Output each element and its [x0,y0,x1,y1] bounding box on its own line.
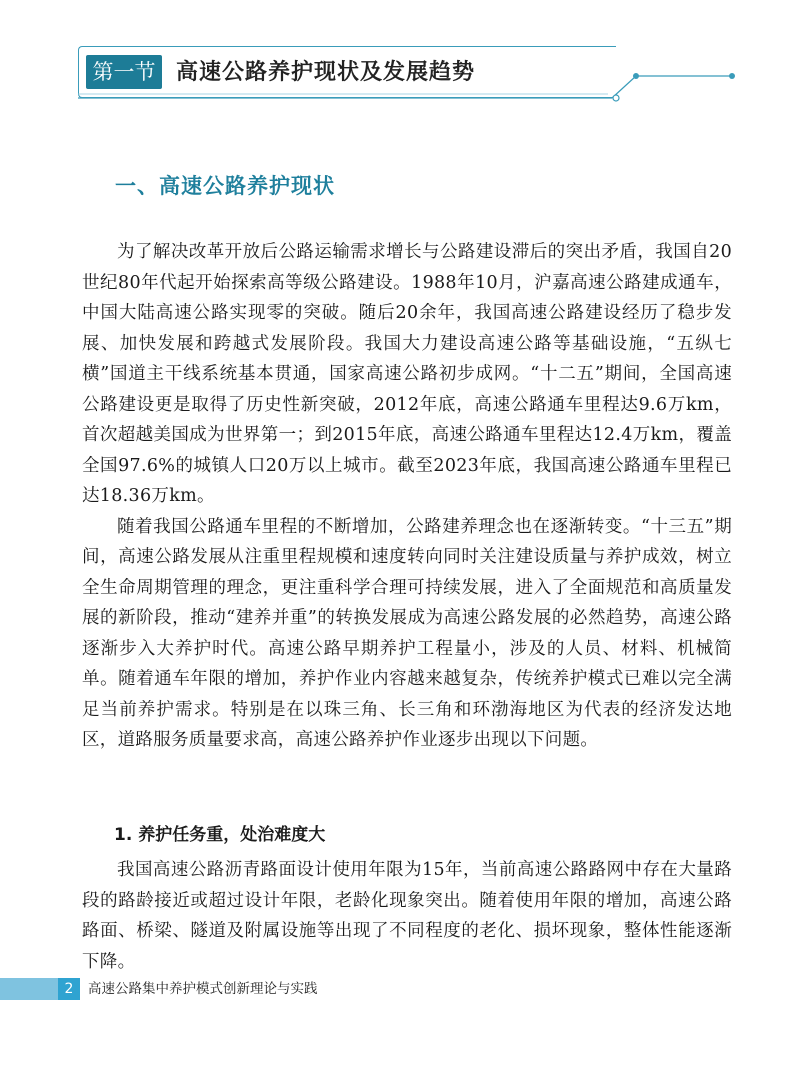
footer-bar [0,978,58,1000]
page-number: 2 [58,978,80,1000]
paragraph: 我国高速公路沥青路面设计使用年限为15年，当前高速公路路网中存在大量路段的路龄接近或超过设计年限，老龄化现象突出。随着使用年限的增加，高速公路路面、桥梁、隧道及附属设施等出现了不同程度的老化、损坏现象，整体性能逐渐下降。 [82,860,732,972]
paragraph: 随着我国公路通车里程的不断增加，公路建养理念也在逐渐转变。“十三五”期间，高速公路发展从注重里程规模和速度转向同时关注建设质量与养护成效，树立全生命周期管理的理念，更注重科学合理可持续发展，进入了全面规范和高质量发展的新阶段，推动“建养并重”的转换发展成为高速公路发展的必然趋势，高速公路逐渐步入大养护时代。高速公路早期养护工程量小，涉及的人员、材料、机械简单。随着通车年限的增加，养护作业内容越来越复杂，传统养护模式已难以完全满足当前养护需求。特别是在以珠三角、长三角和环渤海地区为代表的经济发达地区，道路服务质量要求高，高速公路养护作业逐步出现以下问题。 [82,516,732,750]
chapter-header [0,0,790,110]
section-badge: 第一节 [86,55,162,89]
heading-1: 一、高速公路养护现状 [115,173,335,198]
paragraph: 为了解决改革开放后公路运输需求增长与公路建设滞后的突出矛盾，我国自20世纪80年代起开始探索高等级公路建设。1988年10月，沪嘉高速公路建成通车，中国大陆高速公路实现零的突破。随后20余年，我国高速公路建设经历了稳步发展、加快发展和跨越式发展阶段。我国大力建设高速公路等基础设施，“五纵七横”国道主干线系统基本贯通，国家高速公路初步成网。“十二五”期间，全国高速公路建设更是取得了历史性新突破，2012年底，高速公路通车里程达9.6万km，首次超越美国成为世界第一；到2015年底，高速公路通车里程达12.4万km，覆盖全国97.6%的城镇人口20万以上城市。截至2023年底，我国高速公路通车里程已达18.36万km。 [82,242,732,506]
body-block-a [82,237,732,756]
subheading: 1. 养护任务重，处治难度大 [114,825,326,845]
body-block-b [82,855,732,977]
section-title: 高速公路养护现状及发展趋势 [176,59,476,85]
running-footer-title: 高速公路集中养护模式创新理论与实践 [88,981,318,997]
